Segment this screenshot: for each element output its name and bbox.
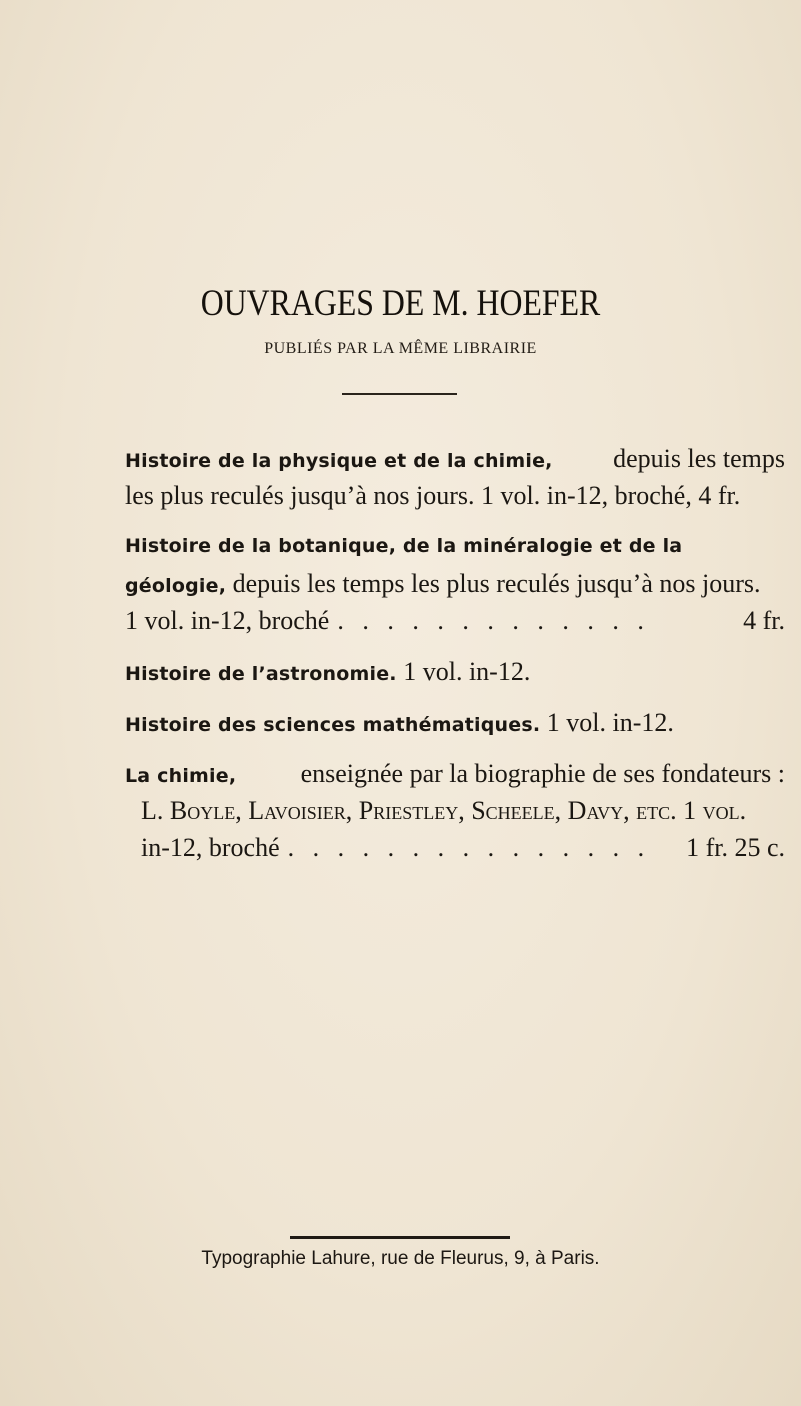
entry-line bbox=[125, 829, 785, 866]
book-details: les plus reculés jusqu’à nos jours. 1 vol. in-12, broché, 4 fr. bbox=[125, 481, 741, 510]
title-divider bbox=[342, 393, 457, 395]
entry-line bbox=[125, 528, 785, 565]
book-description: depuis les temps bbox=[613, 444, 785, 473]
book-format: 1 vol. in-12, broché bbox=[125, 606, 330, 635]
book-title-continued: géologie, bbox=[125, 575, 227, 597]
book-entry-mathematiques bbox=[125, 704, 785, 741]
book-price: 1 fr. 25 c. bbox=[686, 833, 785, 862]
book-entry-physique-chimie bbox=[125, 440, 785, 514]
footer-divider bbox=[290, 1236, 510, 1239]
page-title: OUVRAGES DE M. HOEFER bbox=[200, 283, 601, 324]
printer-imprint: Typographie Lahure, rue de Fleurus, 9, à Paris. bbox=[201, 1248, 600, 1269]
entry-line bbox=[125, 602, 785, 639]
entry-line bbox=[125, 755, 785, 792]
entry-line bbox=[125, 565, 785, 602]
book-title: Histoire de la botanique, de la minéralogie et de la bbox=[125, 535, 683, 557]
book-entry-astronomie bbox=[125, 653, 785, 690]
leader-dots: . . . . . . . . . . . . . bbox=[337, 606, 650, 635]
book-description: enseignée par la biographie de ses fondateurs : bbox=[300, 759, 785, 788]
book-format: in-12, broché bbox=[141, 833, 280, 862]
book-title: La chimie, bbox=[125, 765, 237, 787]
book-title: Histoire de l’astronomie. bbox=[125, 663, 397, 685]
book-list bbox=[125, 440, 785, 880]
book-entry-botanique bbox=[125, 528, 785, 639]
book-authors: L. Boyle, Lavoisier, Priestley, Scheele, Davy, etc. 1 vol. bbox=[141, 796, 747, 825]
book-title: Histoire de la physique et de la chimie, bbox=[125, 450, 553, 472]
page-subtitle: PUBLIÉS PAR LA MÊME LIBRAIRIE bbox=[264, 340, 537, 357]
book-details: 1 vol. in-12. bbox=[546, 708, 674, 737]
entry-line bbox=[125, 792, 785, 829]
book-details: 1 vol. in-12. bbox=[403, 657, 531, 686]
entry-line bbox=[125, 440, 785, 477]
entry-line bbox=[125, 653, 785, 690]
entry-line bbox=[125, 704, 785, 741]
book-entry-chimie bbox=[125, 755, 785, 866]
book-title: Histoire des sciences mathématiques. bbox=[125, 714, 541, 736]
leader-dots: . . . . . . . . . . . . . . . bbox=[287, 833, 651, 862]
book-price: 4 fr. bbox=[743, 606, 785, 635]
entry-line bbox=[125, 477, 785, 514]
book-description: depuis les temps les plus reculés jusqu’à nos jours. bbox=[232, 569, 761, 598]
